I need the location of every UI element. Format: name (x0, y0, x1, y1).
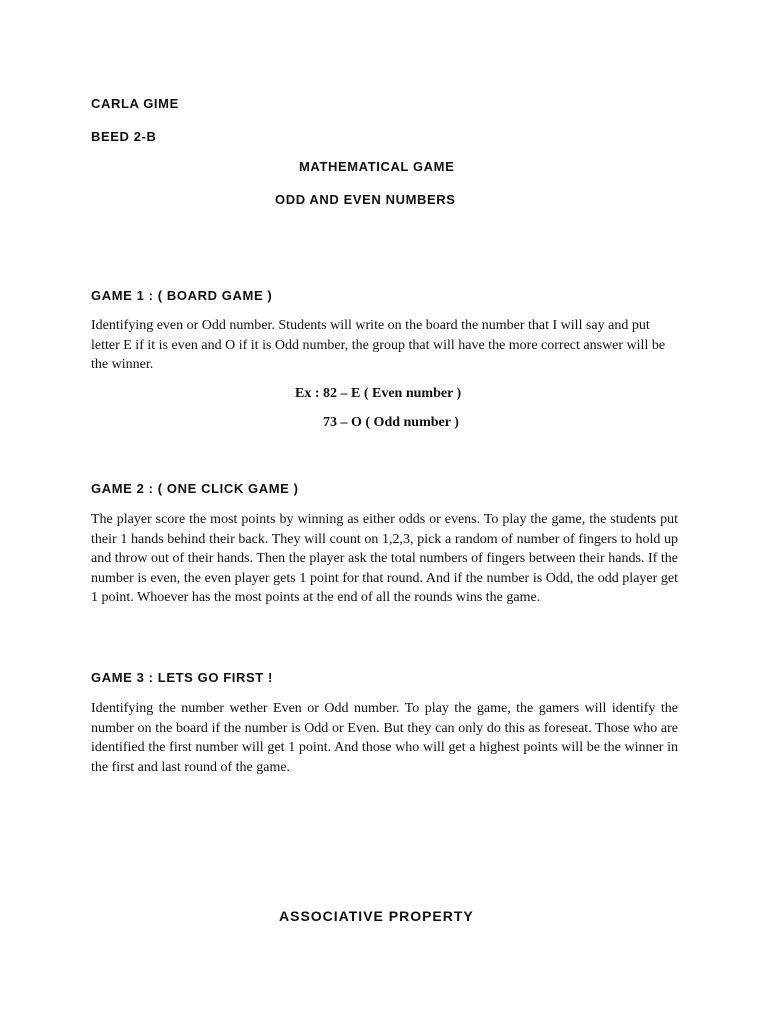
game2-heading: GAME 2 : ( ONE CLICK GAME ) (91, 481, 299, 496)
game1-example-odd: 73 – O ( Odd number ) (323, 415, 459, 430)
game1-description: Identifying even or Odd number. Students will write on the board the number that I will say and put letter E if it is even and O if it is Odd number, the group that will have the more correct answer will be the winner. (91, 318, 666, 372)
class-section: BEED 2-B (91, 129, 157, 144)
game1-heading: GAME 1 : ( BOARD GAME ) (91, 288, 273, 303)
game1-example-even: Ex : 82 – E ( Even number ) (295, 386, 462, 401)
document-title: MATHEMATICAL GAME (299, 159, 455, 174)
document-subtitle: ODD AND EVEN NUMBERS (275, 192, 456, 207)
author-name: CARLA GIME (91, 96, 179, 111)
game2-description: The player score the most points by winning as either odds or evens. To play the game, the students put their 1 hands behind their back. They will count on 1,2,3, pick a random of number of fingers to hold up and throw out of their hands. Then the player ask the total numbers of fingers between their hands. If the number is even, the even player gets 1 point for that round. And if the number is Odd, the odd player get 1 point. Whoever has the most points at the end of all the rounds wins the game. (91, 512, 678, 605)
game3-heading: GAME 3 : LETS GO FIRST ! (91, 670, 273, 685)
next-section-heading: ASSOCIATIVE PROPERTY (279, 908, 474, 924)
game3-description: Identifying the number wether Even or Odd number. To play the game, the gamers will identify the number on the board if the number is Odd or Even. But they can only do this as foreseat. Those who are identified the first number will get 1 point. And those who will get a highest points will be the winner in the first and last round of the game. (91, 701, 678, 775)
